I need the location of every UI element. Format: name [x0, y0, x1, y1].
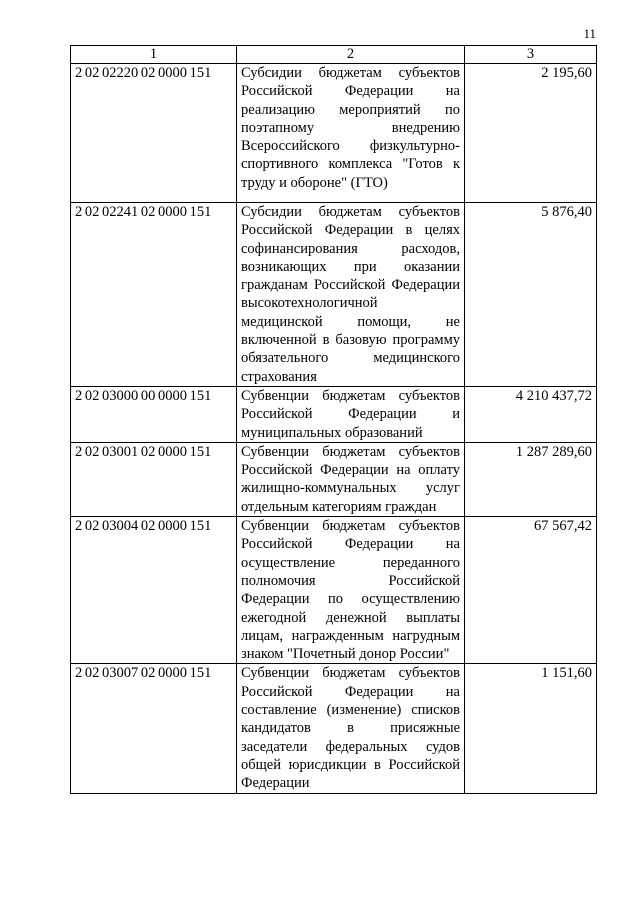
row-amount: 4 210 437,72 — [465, 386, 597, 442]
table-header-row — [71, 46, 597, 64]
row-amount: 1 151,60 — [465, 664, 597, 793]
row-description: Субвенции бюджетам субъектов Российской Федерации на оплату жилищно-коммунальных услуг отдельным категориям граждан — [237, 442, 465, 516]
page-number: 11 — [583, 26, 596, 41]
budget-code: 2 02 03000 00 0000 151 — [71, 386, 237, 442]
column-header-3: 3 — [465, 46, 597, 64]
row-amount: 67 567,42 — [465, 517, 597, 664]
table-row — [71, 64, 597, 203]
table-row — [71, 203, 597, 387]
table-row — [71, 442, 597, 516]
column-header-1: 1 — [71, 46, 237, 64]
budget-code: 2 02 02220 02 0000 151 — [71, 64, 237, 203]
table-row — [71, 664, 597, 793]
row-amount: 2 195,60 — [465, 64, 597, 203]
budget-code: 2 02 03001 02 0000 151 — [71, 442, 237, 516]
budget-code: 2 02 03007 02 0000 151 — [71, 664, 237, 793]
budget-table — [70, 45, 597, 794]
column-header-2: 2 — [237, 46, 465, 64]
row-amount: 1 287 289,60 — [465, 442, 597, 516]
table-row — [71, 386, 597, 442]
row-description: Субвенции бюджетам субъектов Российской Федерации и муниципальных образований — [237, 386, 465, 442]
row-description: Субсидии бюджетам субъектов Российской Федерации в целях софинансирования расходов, возникающих при оказании гражданам Российской Федерации высокотехнологичной медицинской помощи, не включенной в базовую программу обязательного медицинского страхования — [237, 203, 465, 387]
row-description: Субвенции бюджетам субъектов Российской Федерации на составление (изменение) списков кандидатов в присяжные заседатели федеральных судов общей юрисдикции в Российской Федерации — [237, 664, 465, 793]
budget-code: 2 02 02241 02 0000 151 — [71, 203, 237, 387]
row-description: Субвенции бюджетам субъектов Российской Федерации на осуществление переданного полномочия Российской Федерации по осуществлению ежегодной денежной выплаты лицам, награжденным нагрудным знаком "Почетный донор России" — [237, 517, 465, 664]
budget-code: 2 02 03004 02 0000 151 — [71, 517, 237, 664]
row-amount: 5 876,40 — [465, 203, 597, 387]
row-description: Субсидии бюджетам субъектов Российской Федерации на реализацию мероприятий по поэтапному внедрению Всероссийского физкультурно-спортивного комплекса "Готов к труду и обороне" (ГТО) — [237, 64, 465, 203]
table-row — [71, 517, 597, 664]
